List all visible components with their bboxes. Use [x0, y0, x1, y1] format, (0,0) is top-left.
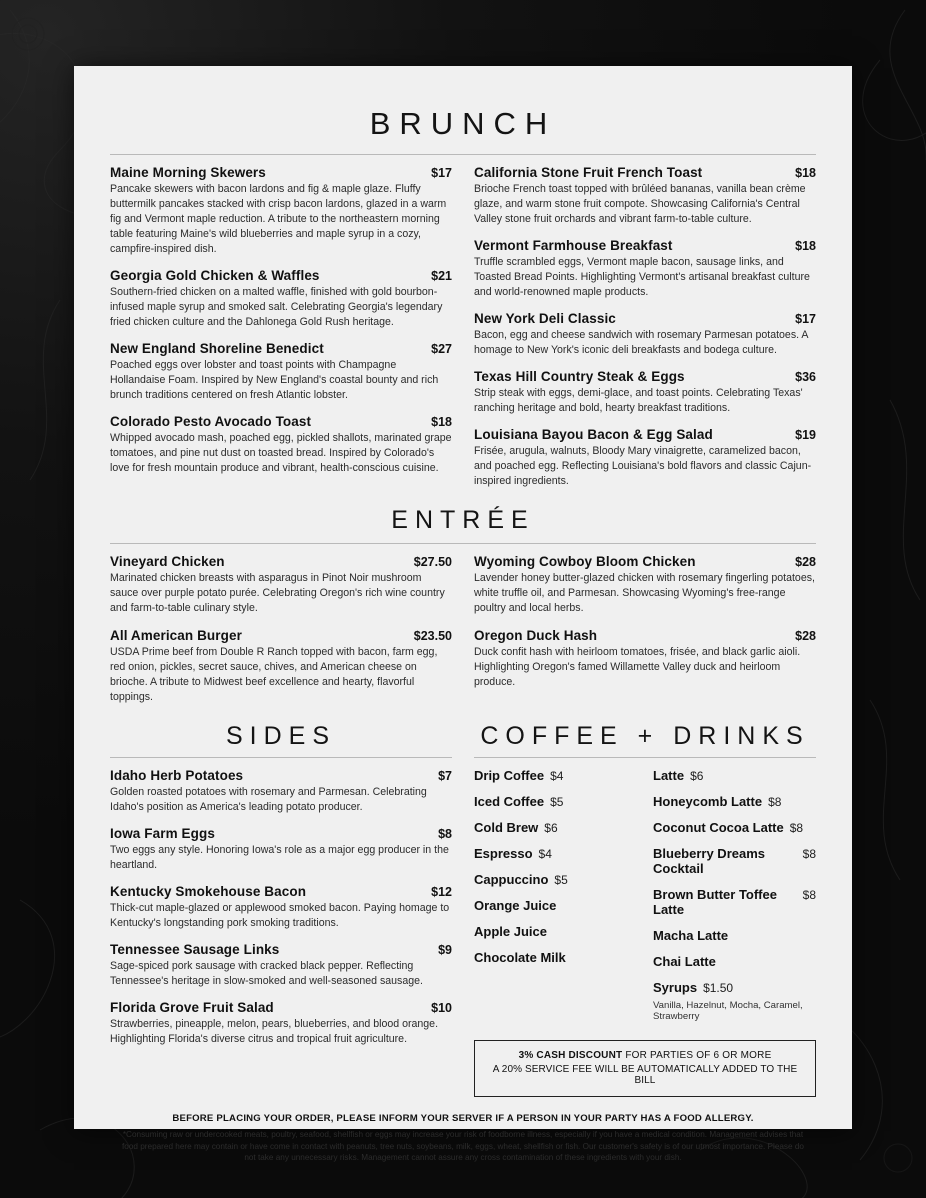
drink-name: Brown Butter Toffee Latte	[653, 886, 777, 917]
drink-name: Cappuccino	[474, 871, 549, 887]
drink-name: Chocolate Milk	[474, 949, 566, 965]
menu-item[interactable]	[110, 414, 452, 476]
drink-item[interactable]	[653, 820, 816, 835]
drink-item[interactable]	[653, 954, 816, 969]
drink-item[interactable]	[474, 872, 637, 887]
item-name: Vermont Farmhouse Breakfast	[474, 238, 673, 254]
drink-item[interactable]	[653, 794, 816, 809]
item-name: Vineyard Chicken	[110, 554, 225, 570]
drink-price: $5	[550, 794, 564, 809]
item-name: Florida Grove Fruit Salad	[110, 999, 274, 1015]
item-price: $36	[795, 370, 816, 385]
item-description: USDA Prime beef from Double R Ranch topped with bacon, farm egg, red onion, pickles, secret sauce, chives, and American cheese on brioche. A tribute to Midwest beef excellence and hearty, flavorful toppings.	[110, 645, 438, 703]
drink-price: $6	[690, 768, 704, 783]
sides-divider	[110, 757, 452, 758]
drink-item[interactable]	[653, 980, 816, 995]
drink-price: $4	[538, 846, 552, 861]
item-price: $28	[795, 555, 816, 570]
item-description: Golden roasted potatoes with rosemary and Parmesan. Celebrating Idaho's position as America's leading potato producer.	[110, 785, 427, 813]
notice-box	[474, 1040, 816, 1097]
drink-name: Orange Juice	[474, 897, 557, 913]
menu-item[interactable]	[110, 1000, 452, 1047]
item-name: Maine Morning Skewers	[110, 165, 266, 180]
drink-price: $8	[768, 794, 782, 809]
drink-price: $6	[544, 820, 558, 835]
drink-name: Cold Brew	[474, 819, 539, 835]
drink-item[interactable]	[474, 768, 637, 783]
drink-price: $5	[554, 872, 568, 887]
entree-left-column	[110, 554, 452, 715]
item-description: Marinated chicken breasts with asparagus in Pinot Noir mushroom sauce over purple potato purée. Celebrating Oregon's rich wine country and farm-to-table culinary style.	[110, 572, 445, 615]
menu-item[interactable]	[110, 554, 452, 616]
item-description: Whipped avocado mash, poached egg, pickled shallots, marinated grape tomatoes, and pine nut dust on toasted bread. Inspired by Colorado's love for fresh mountain produce and vibrant, health-conscious cuisine.	[110, 432, 452, 475]
menu-item[interactable]	[110, 268, 452, 330]
menu-item[interactable]	[110, 768, 452, 815]
drinks-column	[474, 768, 816, 1097]
drink-name: Macha Latte	[653, 927, 729, 943]
discount-condition: FOR PARTIES OF 6 OR MORE	[622, 1049, 772, 1061]
item-price: $27	[431, 342, 452, 357]
drink-item[interactable]	[653, 928, 816, 943]
item-price: $23.50	[413, 628, 452, 643]
item-price: $10	[431, 1000, 452, 1015]
item-description: Brioche French toast topped with brûléed bananas, vanilla bean crème glaze, and warm stone fruit compote. Showcasing California's Central Valley stone fruit orchards and vibrant farm-to-table culture.	[474, 183, 806, 226]
syrup-flavors: Vanilla, Hazelnut, Mocha, Caramel, Strawberry	[653, 999, 803, 1022]
section-title-drinks: COFFEE + DRINKS	[480, 721, 810, 750]
drink-item[interactable]	[474, 794, 637, 809]
drink-item[interactable]	[474, 924, 637, 939]
drink-name: Iced Coffee	[474, 793, 545, 809]
item-price: $12	[431, 884, 452, 899]
item-description: Lavender honey butter-glazed chicken with rosemary fingerling potatoes, white truffle oil, and Parmesan. Showcasing Wyoming's free-range poultry and local herbs.	[474, 572, 815, 615]
page-title: BRUNCH	[369, 106, 557, 141]
drink-name: Espresso	[474, 845, 533, 861]
drink-item[interactable]	[653, 768, 816, 783]
menu-item[interactable]	[474, 311, 816, 358]
item-price: $17	[431, 166, 452, 180]
menu-item[interactable]	[110, 628, 452, 705]
sides-drinks-headers	[110, 716, 816, 757]
drink-item[interactable]	[653, 887, 816, 917]
drinks-right-list	[653, 768, 816, 1030]
item-price: $21	[431, 269, 452, 284]
drink-price: $1.50	[703, 980, 734, 995]
drink-name: Honeycomb Latte	[653, 793, 763, 809]
menu-item[interactable]	[474, 628, 816, 690]
item-name: Oregon Duck Hash	[474, 627, 598, 643]
menu-item[interactable]	[110, 341, 452, 403]
brunch-left-column	[110, 165, 452, 500]
entree-right-column	[474, 554, 816, 715]
drink-item[interactable]	[474, 898, 637, 913]
drink-name: Drip Coffee	[474, 767, 545, 783]
drink-item[interactable]	[474, 846, 637, 861]
item-name: Tennessee Sausage Links	[110, 941, 280, 957]
item-name: Georgia Gold Chicken & Waffles	[110, 268, 320, 284]
drink-name: Apple Juice	[474, 923, 547, 939]
menu-page	[74, 66, 852, 1163]
item-description: Poached eggs over lobster and toast points with Champagne Hollandaise Foam. Inspired by New England's coastal bounty and rich brunch traditions centered on fresh Atlantic lobster.	[110, 359, 439, 402]
item-name: Texas Hill Country Steak & Eggs	[474, 369, 685, 385]
drink-price: $4	[550, 768, 564, 783]
item-name: California Stone Fruit French Toast	[474, 165, 703, 180]
item-name: New York Deli Classic	[474, 311, 616, 327]
title-divider	[110, 154, 816, 155]
item-price: $7	[438, 768, 452, 783]
item-name: Louisiana Bayou Bacon & Egg Salad	[474, 427, 713, 443]
item-price: $18	[431, 415, 452, 430]
drinks-left-list	[474, 768, 637, 1030]
item-name: Idaho Herb Potatoes	[110, 767, 244, 783]
service-fee-notice: A 20% SERVICE FEE WILL BE AUTOMATICALLY ADDED TO THE BILL	[492, 1063, 798, 1086]
item-name: Kentucky Smokehouse Bacon	[110, 883, 307, 899]
drink-name: Chai Latte	[653, 953, 716, 969]
item-price: $8	[438, 826, 452, 841]
menu-item[interactable]	[474, 554, 816, 616]
discount-notice	[485, 1050, 805, 1061]
item-description: Truffle scrambled eggs, Vermont maple bacon, sausage links, and Toasted Bread Points. Highlighting Vermont's artisanal breakfast culture and world-renowned maple products.	[474, 256, 810, 299]
allergy-notice: BEFORE PLACING YOUR ORDER, PLEASE INFORM YOUR SERVER IF A PERSON IN YOUR PARTY HAS A FOOD ALLERGY.	[172, 1112, 754, 1124]
legal-disclaimer: *Consuming raw or undercooked meats, poultry, seafood, shellfish or eggs may increase your risk of foodborne illness, especially if you have a medical condition. Management advises that food prepared here may contain or have come in contact with peanuts, tree nuts, soybeans, milk, eggs, wheat, shellfish or fish. Our customer's safety is of our utmost importance. Please do not take any unnecessary risks. Management cannot assure any cross contamination of these ingredients with your dish.	[122, 1129, 804, 1163]
menu-item[interactable]	[474, 238, 816, 300]
brunch-right-column	[474, 165, 816, 500]
item-description: Frisée, arugula, walnuts, Bloody Mary vinaigrette, caramelized bacon, and poached egg. Reflecting Louisiana's bold flavors and classic Cajun-inspired ingredients.	[474, 445, 812, 488]
item-description: Strawberries, pineapple, melon, pears, blueberries, and blood orange. Highlighting Florida's diverse citrus and tropical fruit agriculture.	[110, 1017, 439, 1045]
item-price: $9	[438, 942, 452, 957]
item-name: All American Burger	[110, 627, 242, 643]
menu-item[interactable]	[110, 942, 452, 989]
item-description: Two eggs any style. Honoring Iowa's role as a major egg producer in the heartland.	[110, 843, 449, 871]
drink-price: $8	[802, 846, 816, 861]
menu-item[interactable]	[110, 826, 452, 873]
menu-item[interactable]	[110, 884, 452, 931]
item-price: $28	[795, 628, 816, 643]
drinks-divider	[474, 757, 816, 758]
item-price: $19	[795, 428, 816, 443]
drink-item[interactable]	[653, 846, 816, 876]
item-description: Thick-cut maple-glazed or applewood smoked bacon. Paying homage to Kentucky's longstanding pork smoking traditions.	[110, 901, 450, 929]
entree-section	[110, 554, 816, 715]
item-price: $27.50	[413, 555, 452, 570]
item-description: Sage-spiced pork sausage with cracked black pepper. Reflecting Tennessee's heritage in slow-smoked and well-seasoned sausage.	[110, 959, 423, 987]
footer	[110, 1113, 816, 1165]
menu-item[interactable]	[474, 369, 816, 416]
drink-item[interactable]	[474, 950, 637, 965]
item-name: Wyoming Cowboy Bloom Chicken	[474, 554, 696, 570]
item-name: Iowa Farm Eggs	[110, 825, 215, 841]
drink-name: Blueberry Dreams Cocktail	[653, 845, 765, 876]
entree-divider	[110, 543, 816, 544]
item-description: Pancake skewers with bacon lardons and fig & maple glaze. Fluffy buttermilk pancakes stacked with crisp bacon lardons, glazed in a warm fig and Vermont maple reduction. A tribute to the northeastern morning table featuring Maine's wild blueberries and maple syrup in a cozy, campfire-inspired dish.	[110, 183, 447, 256]
item-description: Strip steak with eggs, demi-glace, and toast points. Celebrating Texas' ranching heritage and bold, hearty breakfast traditions.	[474, 387, 803, 415]
drink-name: Syrups	[653, 979, 698, 995]
item-description: Southern-fried chicken on a malted waffle, finished with gold bourbon-infused maple syrup and smoked salt. Celebrating Georgia's legendary fried chicken culture and the Dahlonega Gold Rush heritage.	[110, 286, 443, 329]
drink-price: $8	[802, 887, 816, 902]
discount-amount: 3% CASH DISCOUNT	[518, 1049, 623, 1061]
section-title-entree: ENTRÉE	[391, 506, 535, 535]
sides-column	[110, 768, 452, 1097]
item-name: Colorado Pesto Avocado Toast	[110, 414, 312, 430]
sides-drinks-dividers	[110, 757, 816, 768]
menu-item[interactable]	[474, 165, 816, 227]
menu-item[interactable]	[110, 165, 452, 257]
brunch-section	[110, 165, 816, 500]
drink-name: Coconut Cocoa Latte	[653, 819, 784, 835]
item-description: Duck confit hash with heirloom tomatoes, frisée, and black garlic aioli. Highlighting Oregon's famed Willamette Valley duck and heirloom produce.	[474, 645, 801, 688]
sides-drinks-section	[110, 768, 816, 1097]
section-title-sides: SIDES	[225, 721, 337, 750]
drink-name: Latte	[653, 767, 685, 783]
item-name: New England Shoreline Benedict	[110, 341, 324, 357]
item-description: Bacon, egg and cheese sandwich with rosemary Parmesan potatoes. A homage to New York's iconic deli breakfasts and bodega culture.	[474, 329, 808, 357]
drink-price: $8	[789, 820, 804, 835]
item-price: $18	[795, 166, 816, 180]
drink-item[interactable]	[474, 820, 637, 835]
menu-item[interactable]	[474, 427, 816, 489]
item-price: $17	[795, 312, 816, 327]
item-price: $18	[795, 239, 816, 254]
